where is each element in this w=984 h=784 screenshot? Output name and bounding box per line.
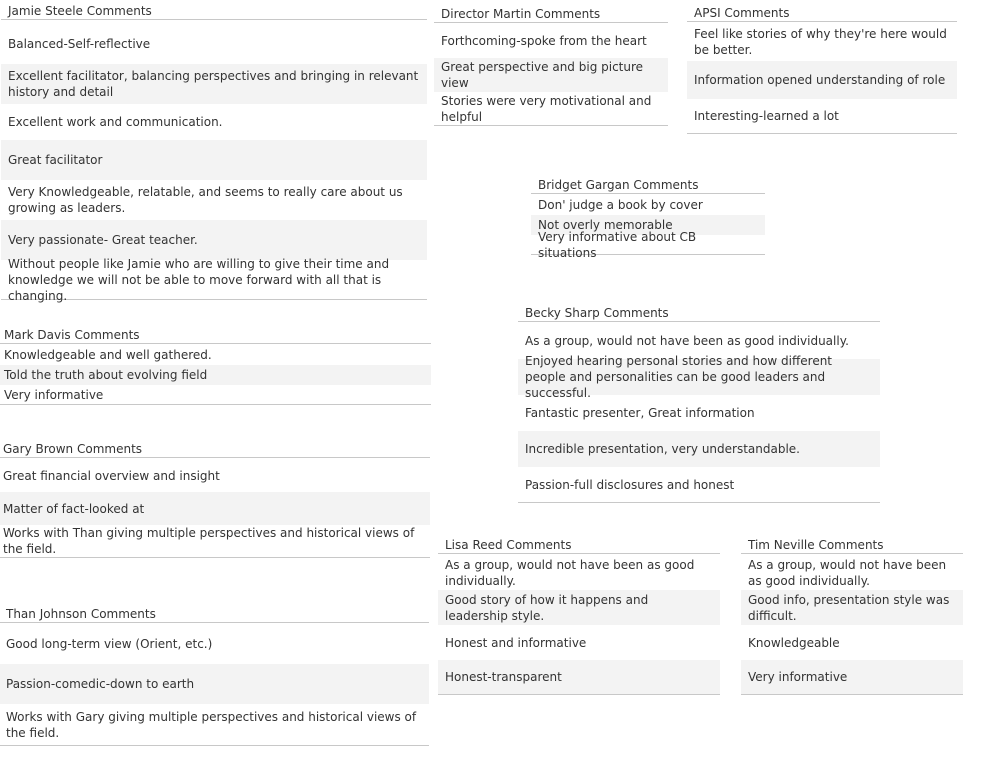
comment-text: Works with Than giving multiple perspectives and historical views of the field. [3, 526, 415, 556]
comment-text: As a group, would not have been as good individually. [525, 334, 849, 348]
comment-text: Very informative [4, 387, 104, 402]
comment-text: Passion-comedic-down to earth [6, 677, 195, 691]
table-row [1, 24, 427, 64]
comment-text: Very informative [748, 670, 848, 684]
gary-brown-comments-table [0, 442, 430, 558]
table-row [531, 229, 765, 260]
comment-text: Very informative about CB situations [538, 229, 697, 260]
comment-text: Forthcoming-spoke from the heart [441, 34, 647, 48]
table-row [0, 365, 431, 385]
comment-text: Honest and informative [445, 635, 587, 650]
table-row [518, 395, 880, 431]
table-row [438, 660, 720, 695]
table-row [438, 625, 720, 660]
table-row [1, 64, 427, 104]
table-header: Gary Brown Comments [0, 442, 430, 458]
table-header: Becky Sharp Comments [518, 306, 880, 322]
table-header: Tim Neville Comments [741, 538, 963, 554]
table-row [434, 92, 668, 126]
comment-text: Information opened understanding of role [694, 73, 946, 87]
table-header: Mark Davis Comments [0, 328, 431, 344]
comment-text: As a group, would not have been as good individually. [748, 557, 947, 588]
table-row [1, 104, 427, 140]
table-row [0, 664, 429, 704]
comment-text: Don' judge a book by cover [538, 198, 703, 212]
lisa-reed-comments-table [438, 538, 720, 695]
table-row [1, 140, 427, 180]
comment-text: Excellent work and communication. [8, 115, 223, 129]
bridget-gargan-comments-table [531, 178, 765, 260]
table-row [434, 24, 668, 58]
table-row [531, 195, 765, 215]
comment-text: Good info, presentation style was difficult. [748, 592, 950, 623]
tim-neville-comments-table [741, 538, 963, 695]
table-row [0, 525, 430, 558]
table-header: Bridget Gargan Comments [531, 178, 765, 194]
table-row [1, 220, 427, 260]
comment-text: Knowledgeable [748, 635, 840, 650]
comment-text: Honest-transparent [445, 670, 562, 684]
table-row [0, 704, 429, 746]
table-row [434, 58, 668, 92]
comment-text: Without people like Jamie who are willing to give their time and knowledge we will not be able to move forward with all that is changing. [8, 256, 390, 303]
comment-text: Not overly memorable [538, 218, 673, 232]
comment-text: Very Knowledgeable, relatable, and seems to really care about us growing as leaders. [8, 185, 403, 215]
comment-text: Stories were very motivational and helpful [441, 93, 652, 124]
mark-davis-comments-table [0, 328, 431, 405]
table-row [0, 492, 430, 525]
table-row [438, 590, 720, 625]
comment-text: Good long-term view (Orient, etc.) [6, 637, 213, 651]
becky-sharp-comments-table [518, 306, 880, 503]
table-header: APSI Comments [687, 6, 957, 22]
comment-text: Passion-full disclosures and honest [525, 477, 735, 492]
comment-text: Incredible presentation, very understandable. [525, 442, 800, 456]
director-martin-comments-table [434, 7, 668, 126]
table-header: Jamie Steele Comments [1, 4, 427, 20]
table-row [438, 555, 720, 590]
comment-text: Excellent facilitator, balancing perspectives and bringing in relevant history and detail [8, 69, 419, 99]
comment-text: Enjoyed hearing personal stories and how different people and personalities can be good leaders and successful. [525, 354, 833, 400]
table-row [518, 354, 880, 400]
table-row [518, 467, 880, 503]
comment-text: Told the truth about evolving field [4, 368, 208, 382]
comment-text: Works with Gary giving multiple perspectives and historical views of the field. [6, 709, 417, 740]
table-row [0, 624, 429, 664]
apsi-comments-table [687, 6, 957, 134]
table-row [741, 625, 963, 660]
table-row [0, 459, 430, 492]
comment-text: Interesting-learned a lot [694, 109, 839, 123]
comment-text: Balanced-Self-reflective [8, 37, 151, 51]
jamie-steele-comments-table [1, 4, 427, 303]
table-row [1, 180, 427, 220]
comment-text: Very passionate- Great teacher. [8, 233, 198, 247]
comment-text: Good story of how it happens and leadership style. [445, 592, 649, 623]
table-header: Director Martin Comments [434, 7, 668, 23]
comment-text: Matter of fact-looked at [3, 501, 145, 516]
table-row [687, 99, 957, 134]
table-row [741, 590, 963, 625]
comment-text: Fantastic presenter, Great information [525, 406, 755, 420]
table-row [0, 385, 431, 405]
than-johnson-comments-table [0, 607, 429, 746]
comment-text: Feel like stories of why they're here would be better. [694, 27, 947, 57]
table-row [741, 660, 963, 695]
table-row [741, 555, 963, 590]
table-row [687, 61, 957, 99]
comment-text: Great facilitator [8, 153, 103, 167]
table-row [0, 345, 431, 365]
table-header: Lisa Reed Comments [438, 538, 720, 554]
comment-text: Great perspective and big picture view [441, 60, 644, 90]
comment-text: Great financial overview and insight [3, 468, 220, 483]
table-row [518, 431, 880, 467]
comment-text: Knowledgeable and well gathered. [4, 348, 212, 362]
table-header: Than Johnson Comments [0, 607, 429, 623]
table-row [687, 23, 957, 61]
table-row [1, 256, 427, 303]
comment-text: As a group, would not have been as good individually. [445, 557, 695, 588]
